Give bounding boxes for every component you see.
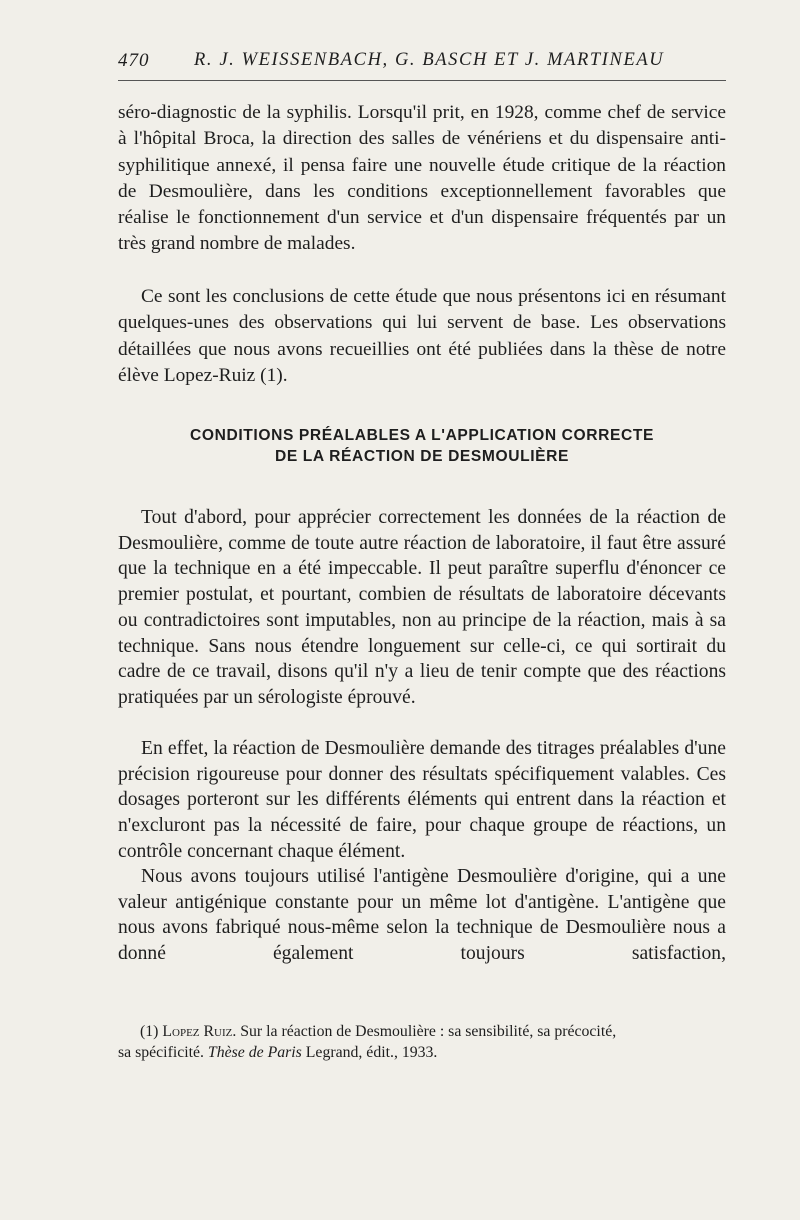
footnote-author: Lopez Ruiz <box>162 1023 233 1040</box>
header-rule <box>118 80 726 81</box>
footnote-publisher: Legrand, édit., 1933. <box>305 1044 438 1061</box>
paragraph-5: Nous avons toujours utilisé l'antigène Desmoulière d'origine, qui a une valeur antigénique constante pour un même lot d'antigène. L'antigène que nous avons fabriqué nous-même selon la technique de Desmoulière nous a donné également toujours satisfaction, <box>118 866 726 965</box>
footnote <box>118 1021 726 1063</box>
footnote-text-2: sa spécificité. <box>118 1044 204 1061</box>
footnote-text: Sur la réaction de Desmoulière : sa sensibilité, sa précocité, <box>240 1023 617 1040</box>
page-number: 470 <box>118 50 150 71</box>
section-title <box>118 425 726 467</box>
paragraph-4: En effet, la réaction de Desmoulière demande des titrages préalables d'une précision rigoureuse pour donner des résultats spécifiquement valables. Ces dosages porteront sur les différents éléments qui entrent dans la réaction et n'excluront pas la nécessité de faire, pour chaque groupe de réactions, un contrôle concernant chaque élément. <box>118 738 726 862</box>
paragraph-3: Tout d'abord, pour apprécier correctement les données de la réaction de Desmoulière, comme de toute autre réaction de laboratoire, il faut être assuré que la technique en a été impeccable. Il peut paraître superflu d'énoncer ce premier postulat, et pourtant, combien de résultats de laboratoire décevants ou contradictoires sont imputables, non au principe de la réaction, mais à sa technique. Sans nous étendre longuement sur celle-ci, ce qui sortirait du cadre de ce travail, disons qu'il n'y a lieu de tenir compte que des réactions pratiquées par un sérologiste éprouvé. <box>118 507 726 708</box>
paragraph-2: Ce sont les conclusions de cette étude que nous présentons ici en résumant quelques-unes des observations qui lui servent de base. Les observations détaillées que nous avons recueillies ont été publiées dans la thèse de notre élève Lopez-Ruiz (1). <box>118 286 726 386</box>
footnote-line-1: (1) Lopez Ruiz. Sur la réaction de Desmoulière : sa sensibilité, sa précocité, <box>118 1021 726 1042</box>
footnote-marker: (1) <box>140 1023 159 1040</box>
footnote-thesis: Thèse de Paris <box>207 1044 302 1061</box>
section-title-line-2: DE LA RÉACTION DE DESMOULIÈRE <box>274 448 570 465</box>
section-title-line-1: CONDITIONS PRÉALABLES A L'APPLICATION CORRECTE <box>190 427 654 444</box>
running-head <box>118 50 728 80</box>
footnote-line-2 <box>118 1042 726 1063</box>
paragraph-1: séro-diagnostic de la syphilis. Lorsqu'il prit, en 1928, comme chef de service à l'hôpital Broca, la direction des salles de vénériens et du dispensaire anti-syphilitique annexé, il pensa faire une nouvelle étude critique de la réaction de Desmoulière, dans les conditions exceptionnellement favorables que réalise le fonctionnement d'un service et d'un dispensaire fréquentés par un très grand nombre de malades. <box>118 102 726 255</box>
running-head-authors: R. J. WEISSENBACH, G. BASCH ET J. MARTINEAU <box>194 50 665 70</box>
